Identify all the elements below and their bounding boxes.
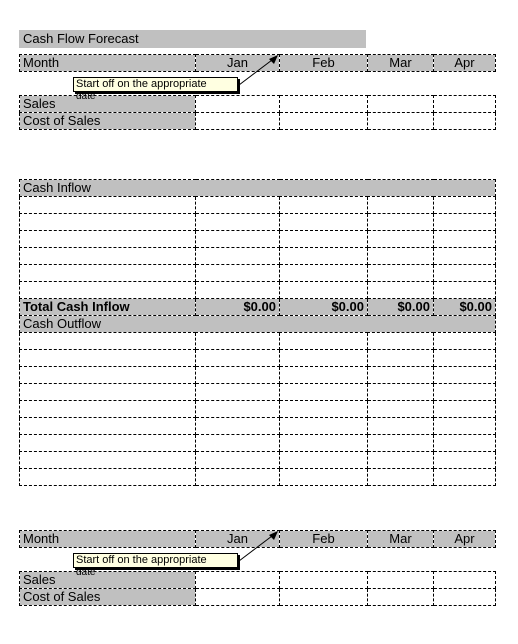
month-mar-cell[interactable]: Mar xyxy=(368,531,434,548)
grid-cell[interactable] xyxy=(280,469,368,486)
grid-cell[interactable] xyxy=(196,231,280,248)
table-row xyxy=(20,214,496,231)
grid-cell[interactable] xyxy=(196,572,280,589)
grid-cell[interactable] xyxy=(196,367,280,384)
cost-of-sales-row xyxy=(20,113,496,130)
cell-comment[interactable]: Start off on the appropriate xyxy=(73,77,238,92)
grid-cell[interactable] xyxy=(280,367,368,384)
grid-cell[interactable] xyxy=(20,350,196,367)
grid-cell[interactable] xyxy=(434,469,496,486)
grid-cell[interactable] xyxy=(280,589,368,606)
grid-cell[interactable] xyxy=(280,452,368,469)
grid-cell[interactable] xyxy=(20,197,196,214)
grid-cell[interactable] xyxy=(280,197,368,214)
grid-cell[interactable] xyxy=(196,452,280,469)
grid-cell[interactable] xyxy=(196,282,280,299)
grid-cell[interactable] xyxy=(368,96,434,113)
grid-cell[interactable] xyxy=(20,333,196,350)
grid-cell[interactable] xyxy=(20,367,196,384)
grid-cell[interactable] xyxy=(368,384,434,401)
total-jan-cell[interactable]: $0.00 xyxy=(196,299,280,316)
grid-cell[interactable] xyxy=(434,96,496,113)
month-apr-cell[interactable]: Apr xyxy=(434,55,496,72)
grid-cell[interactable] xyxy=(280,282,368,299)
table-row xyxy=(20,282,496,299)
month-feb-cell[interactable]: Feb xyxy=(280,531,368,548)
grid-cell[interactable] xyxy=(20,384,196,401)
total-mar-cell[interactable]: $0.00 xyxy=(368,299,434,316)
sales-label-cell[interactable]: Sales xyxy=(20,96,196,113)
grid-cell[interactable] xyxy=(434,350,496,367)
cash-inflow-heading[interactable]: Cash Inflow xyxy=(20,180,496,197)
total-feb-cell[interactable]: $0.00 xyxy=(280,299,368,316)
grid-cell[interactable] xyxy=(20,282,196,299)
grid-cell[interactable] xyxy=(368,418,434,435)
grid-cell[interactable] xyxy=(20,469,196,486)
month-jan-cell[interactable]: Jan xyxy=(196,531,280,548)
grid-cell[interactable] xyxy=(368,435,434,452)
grid-cell[interactable] xyxy=(368,197,434,214)
grid-cell[interactable] xyxy=(196,589,280,606)
sales-label-cell[interactable]: Sales xyxy=(20,572,196,589)
grid-cell[interactable] xyxy=(280,350,368,367)
grid-cell[interactable] xyxy=(280,248,368,265)
grid-cell[interactable] xyxy=(196,469,280,486)
grid-cell[interactable] xyxy=(368,248,434,265)
grid-cell[interactable] xyxy=(20,418,196,435)
grid-cell[interactable] xyxy=(196,384,280,401)
table-row xyxy=(20,384,496,401)
table-row xyxy=(20,333,496,350)
table-row xyxy=(20,452,496,469)
month-label-cell[interactable]: Month xyxy=(20,55,196,72)
grid-cell[interactable] xyxy=(280,214,368,231)
grid-cell[interactable] xyxy=(20,435,196,452)
grid-cell[interactable] xyxy=(20,452,196,469)
grid-cell[interactable] xyxy=(368,113,434,130)
total-cash-inflow-row xyxy=(20,299,496,316)
grid-cell[interactable] xyxy=(196,96,280,113)
grid-cell[interactable] xyxy=(434,231,496,248)
grid-cell[interactable] xyxy=(196,214,280,231)
grid-cell[interactable] xyxy=(196,350,280,367)
grid-cell[interactable] xyxy=(280,572,368,589)
grid-cell[interactable] xyxy=(368,469,434,486)
month-apr-cell[interactable]: Apr xyxy=(434,531,496,548)
table-row xyxy=(20,367,496,384)
comment-arrow-icon xyxy=(236,52,296,92)
grid-cell[interactable] xyxy=(196,418,280,435)
grid-cell[interactable] xyxy=(20,231,196,248)
grid-cell[interactable] xyxy=(196,401,280,418)
grid-cell[interactable] xyxy=(196,197,280,214)
grid-cell[interactable] xyxy=(280,96,368,113)
grid-cell[interactable] xyxy=(196,333,280,350)
month-label-cell[interactable]: Month xyxy=(20,531,196,548)
grid-cell[interactable] xyxy=(368,589,434,606)
cost-of-sales-row xyxy=(20,589,496,606)
grid-cell[interactable] xyxy=(434,367,496,384)
grid-cell[interactable] xyxy=(368,572,434,589)
cash-outflow-heading[interactable]: Cash Outflow xyxy=(20,316,496,333)
cash-outflow-heading-row xyxy=(20,316,496,333)
table-row xyxy=(20,265,496,282)
grid-cell[interactable] xyxy=(280,401,368,418)
grid-cell[interactable] xyxy=(434,384,496,401)
table-row xyxy=(20,248,496,265)
grid-cell[interactable] xyxy=(368,282,434,299)
cost-of-sales-label-cell[interactable]: Cost of Sales xyxy=(20,589,196,606)
grid-cell[interactable] xyxy=(434,282,496,299)
grid-cell[interactable] xyxy=(280,231,368,248)
month-jan-cell[interactable]: Jan xyxy=(196,55,280,72)
grid-cell[interactable] xyxy=(368,214,434,231)
month-mar-cell[interactable]: Mar xyxy=(368,55,434,72)
total-apr-cell[interactable]: $0.00 xyxy=(434,299,496,316)
cash-inflow-heading-row xyxy=(20,180,496,197)
grid-cell[interactable] xyxy=(368,452,434,469)
grid-cell[interactable] xyxy=(368,231,434,248)
grid-cell[interactable] xyxy=(434,113,496,130)
grid-cell[interactable] xyxy=(196,113,280,130)
grid-cell[interactable] xyxy=(280,113,368,130)
cost-of-sales-label-cell[interactable]: Cost of Sales xyxy=(20,113,196,130)
grid-cell[interactable] xyxy=(368,401,434,418)
cell-comment-tail: date xyxy=(76,91,96,102)
table-row xyxy=(20,418,496,435)
grid-cell[interactable] xyxy=(434,572,496,589)
grid-cell[interactable] xyxy=(196,265,280,282)
grid-cell[interactable] xyxy=(368,333,434,350)
grid-cell[interactable] xyxy=(20,214,196,231)
grid-cell[interactable] xyxy=(280,435,368,452)
grid-cell[interactable] xyxy=(280,418,368,435)
grid-cell[interactable] xyxy=(368,350,434,367)
grid-cell[interactable] xyxy=(280,265,368,282)
grid-cell[interactable] xyxy=(196,248,280,265)
grid-cell[interactable] xyxy=(434,435,496,452)
grid-cell[interactable] xyxy=(434,452,496,469)
grid-cell[interactable] xyxy=(196,435,280,452)
grid-cell[interactable] xyxy=(434,333,496,350)
grid-cell[interactable] xyxy=(434,401,496,418)
grid-cell[interactable] xyxy=(20,401,196,418)
table-row xyxy=(20,197,496,214)
grid-cell[interactable] xyxy=(368,367,434,384)
cash-inflow-table xyxy=(19,179,496,486)
sheet-title: Cash Flow Forecast xyxy=(19,30,366,48)
comment-arrow-icon xyxy=(236,528,296,568)
month-feb-cell[interactable]: Feb xyxy=(280,55,368,72)
grid-cell[interactable] xyxy=(434,418,496,435)
grid-cell[interactable] xyxy=(20,265,196,282)
grid-cell[interactable] xyxy=(434,214,496,231)
grid-cell[interactable] xyxy=(368,265,434,282)
table-row xyxy=(20,469,496,486)
total-cash-inflow-label[interactable]: Total Cash Inflow xyxy=(20,299,196,316)
grid-cell[interactable] xyxy=(434,265,496,282)
table-row xyxy=(20,231,496,248)
table-row xyxy=(20,435,496,452)
grid-cell[interactable] xyxy=(434,248,496,265)
grid-cell[interactable] xyxy=(434,589,496,606)
cell-comment[interactable]: Start off on the appropriate xyxy=(73,553,238,568)
grid-cell[interactable] xyxy=(434,197,496,214)
grid-cell[interactable] xyxy=(280,333,368,350)
table-row xyxy=(20,401,496,418)
grid-cell[interactable] xyxy=(280,384,368,401)
table-row xyxy=(20,350,496,367)
grid-cell[interactable] xyxy=(20,248,196,265)
cell-comment-tail: date xyxy=(76,567,96,578)
